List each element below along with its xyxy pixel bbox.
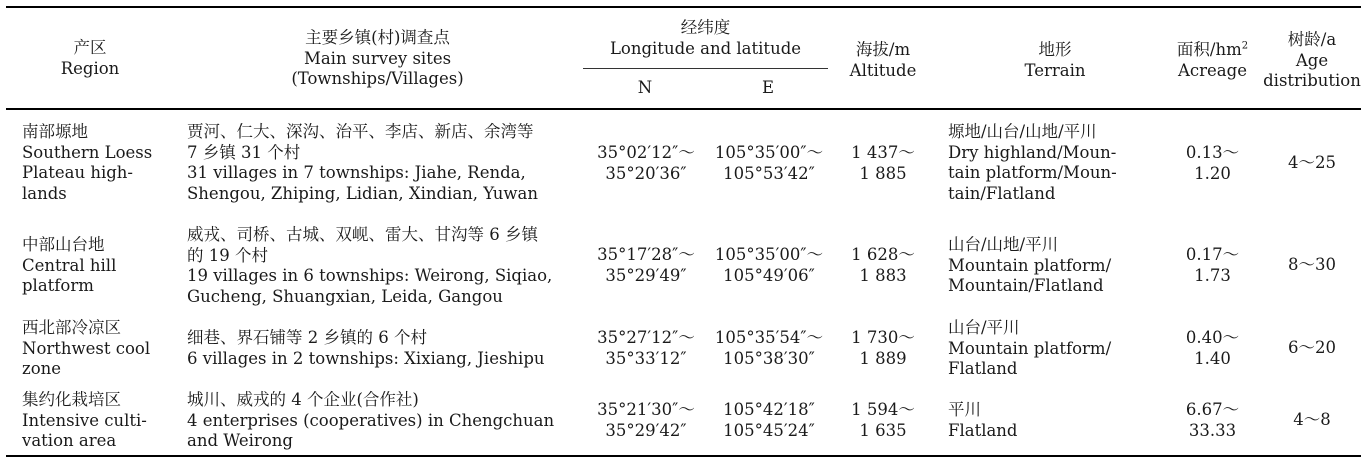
row4-north: 35°21′30″～ 35°29′42″ — [597, 400, 695, 440]
row2-region: 中部山台地 Central hill platform — [22, 235, 117, 295]
header-region: 产区 Region — [60, 38, 120, 78]
row4-region: 集约化栽培区 Intensive culti- vation area — [22, 390, 147, 450]
header-survey-sites: 主要乡镇(村)调查点 Main survey sites (Townships/Villages) — [291, 28, 464, 88]
row3-altitude: 1 730～ 1 889 — [851, 328, 915, 368]
row3-acreage: 0.40～ 1.40 — [1185, 328, 1240, 368]
header-acreage: 面积$/hm^2$ Acreage — [1176, 40, 1249, 80]
row1-terrain: 塬地/山台/山地/平川 Dry highland/Moun- tain platform/Moun- tain/Flatland — [948, 122, 1117, 203]
row3-east: 105°35′54″～ 105°38′30″ — [714, 328, 824, 368]
row1-north: 35°02′12″～ 35°20′36″ — [597, 143, 695, 183]
row4-age: 4～8 — [1293, 410, 1331, 429]
header-longitude-latitude: 经纬度 Longitude and latitude — [609, 18, 802, 58]
row1-region: 南部塬地 Southern Loess Plateau high- lands — [22, 122, 153, 203]
row3-age: 6～20 — [1288, 338, 1336, 357]
row2-east: 105°35′00″～ 105°49′06″ — [714, 245, 824, 285]
table-header-rule — [6, 108, 1361, 110]
row1-altitude: 1 437～ 1 885 — [851, 143, 915, 183]
row2-age: 8～30 — [1288, 255, 1336, 274]
table-bottom-rule — [6, 455, 1361, 457]
header-age-distribution: 树龄/a Age distribution — [1263, 30, 1361, 90]
row4-survey-sites: 城川、威戎的 4 个企业(合作社) 4 enterprises (cooperatives) in Chengchuan and Weirong — [187, 390, 555, 450]
row4-acreage: 6.67～ 33.33 — [1185, 400, 1240, 440]
row1-acreage: 0.13～ 1.20 — [1185, 143, 1240, 183]
header-east: E — [761, 78, 775, 97]
row2-north: 35°17′28″～ 35°29′49″ — [597, 245, 695, 285]
row3-terrain: 山台/平川 Mountain platform/ Flatland — [948, 318, 1112, 378]
row2-survey-sites: 威戎、司桥、古城、双岘、雷大、甘沟等 6 乡镇 的 19 个村 19 villages in 6 townships: Weirong, Siqiao, Gucheng, Shuangxian, Leida, Gangou — [187, 225, 553, 306]
row3-north: 35°27′12″～ 35°33′12″ — [597, 328, 695, 368]
header-north: N — [637, 78, 653, 97]
lonlat-subheader-rule — [583, 68, 828, 69]
row2-acreage: 0.17～ 1.73 — [1185, 245, 1240, 285]
header-terrain: 地形 Terrain — [1024, 40, 1086, 80]
row1-survey-sites: 贾河、仁大、深沟、治平、李店、新店、余湾等 7 乡镇 31 个村 31 villages in 7 townships: Jiahe, Renda, Shengou, Zhiping, Lidian, Xindian, Yuwan — [187, 122, 538, 203]
row2-altitude: 1 628～ 1 883 — [851, 245, 915, 285]
table-top-rule — [6, 6, 1361, 8]
row4-east: 105°42′18″ 105°45′24″ — [723, 400, 815, 440]
row3-survey-sites: 细巷、界石铺等 2 乡镇的 6 个村 6 villages in 2 townships: Xixiang, Jieshipu — [187, 328, 545, 368]
row3-region: 西北部冷凉区 Northwest cool zone — [22, 318, 151, 378]
row2-terrain: 山台/山地/平川 Mountain platform/ Mountain/Flatland — [948, 235, 1112, 295]
row4-terrain: 平川 Flatland — [948, 400, 1018, 440]
row4-altitude: 1 594～ 1 635 — [851, 400, 915, 440]
row1-east: 105°35′00″～ 105°53′42″ — [714, 143, 824, 183]
header-altitude: 海拔/m Altitude — [849, 40, 917, 80]
row1-age: 4～25 — [1288, 153, 1336, 172]
